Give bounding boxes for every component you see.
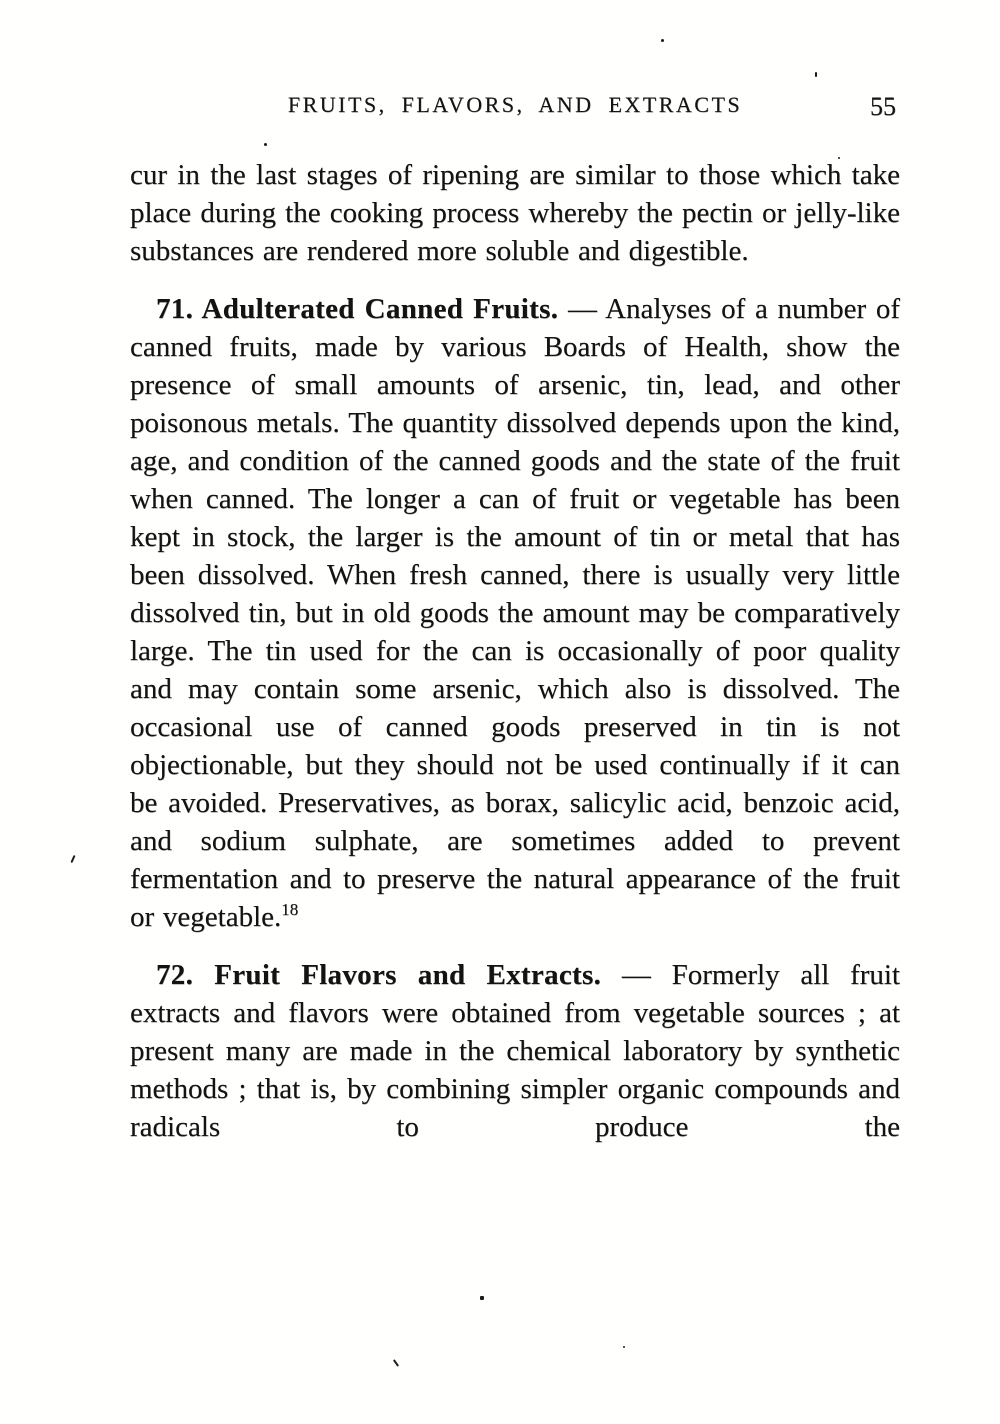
paragraph-section-71 (130, 290, 900, 936)
body-text (130, 156, 900, 1146)
paragraph-section-72 (130, 956, 900, 1146)
paragraph-continuation: cur in the last stages of ripening are similar to those which take place during the cooking process whereby the pectin or jelly-like substances are rendered more soluble and digestible. (130, 159, 900, 267)
scan-speck (815, 72, 817, 77)
scan-speck (838, 157, 840, 159)
section-72-body: — Formerly all fruit extracts and flavors were obtained from vegetable sources ; at present many are made in the chemical laboratory by synthetic methods ; that is, by combining simpler organic compounds and radicals to produce the (130, 959, 900, 1143)
footnote-ref-18: 18 (281, 900, 299, 919)
scan-speck (264, 143, 267, 146)
running-header (130, 90, 900, 120)
section-71-heading: 71. Adulterated Canned Fruits. (156, 293, 559, 325)
running-header-title: FRUITS, FLAVORS, AND EXTRACTS (287, 92, 743, 117)
scan-speck (70, 855, 75, 863)
scan-speck (480, 1296, 484, 1300)
section-71-body: — Analyses of a number of canned fruits, made by various Boards of Health, show the presence of small amounts of arsenic, tin, lead, and other poisonous metals. The quantity dissolved depends upon the kind, age, and condition of the canned goods and the state of the fruit when canned. The longer a can of fruit or vegetable has been kept in stock, the larger is the amount of tin or metal that has been dissolved. When fresh canned, there is usually very little dissolved tin, but in old goods the amount may be comparatively large. The tin used for the can is occasionally of poor quality and may contain some arsenic, which also is dissolved. The occasional use of canned goods preserved in tin is not objectionable, but they should not be used continually if it can be avoided. Preservatives, as borax, salicylic acid, benzoic acid, and sodium sulphate, are sometimes added to prevent fermentation and to preserve the natural appearance of the fruit or vegetable. (130, 293, 900, 933)
page-content (130, 90, 900, 1146)
scan-speck (623, 1346, 625, 1348)
page-number: 55 (870, 92, 896, 121)
scan-speck (661, 39, 664, 42)
scan-speck (393, 1359, 399, 1367)
section-72-heading: 72. Fruit Flavors and Extracts. (156, 959, 602, 991)
